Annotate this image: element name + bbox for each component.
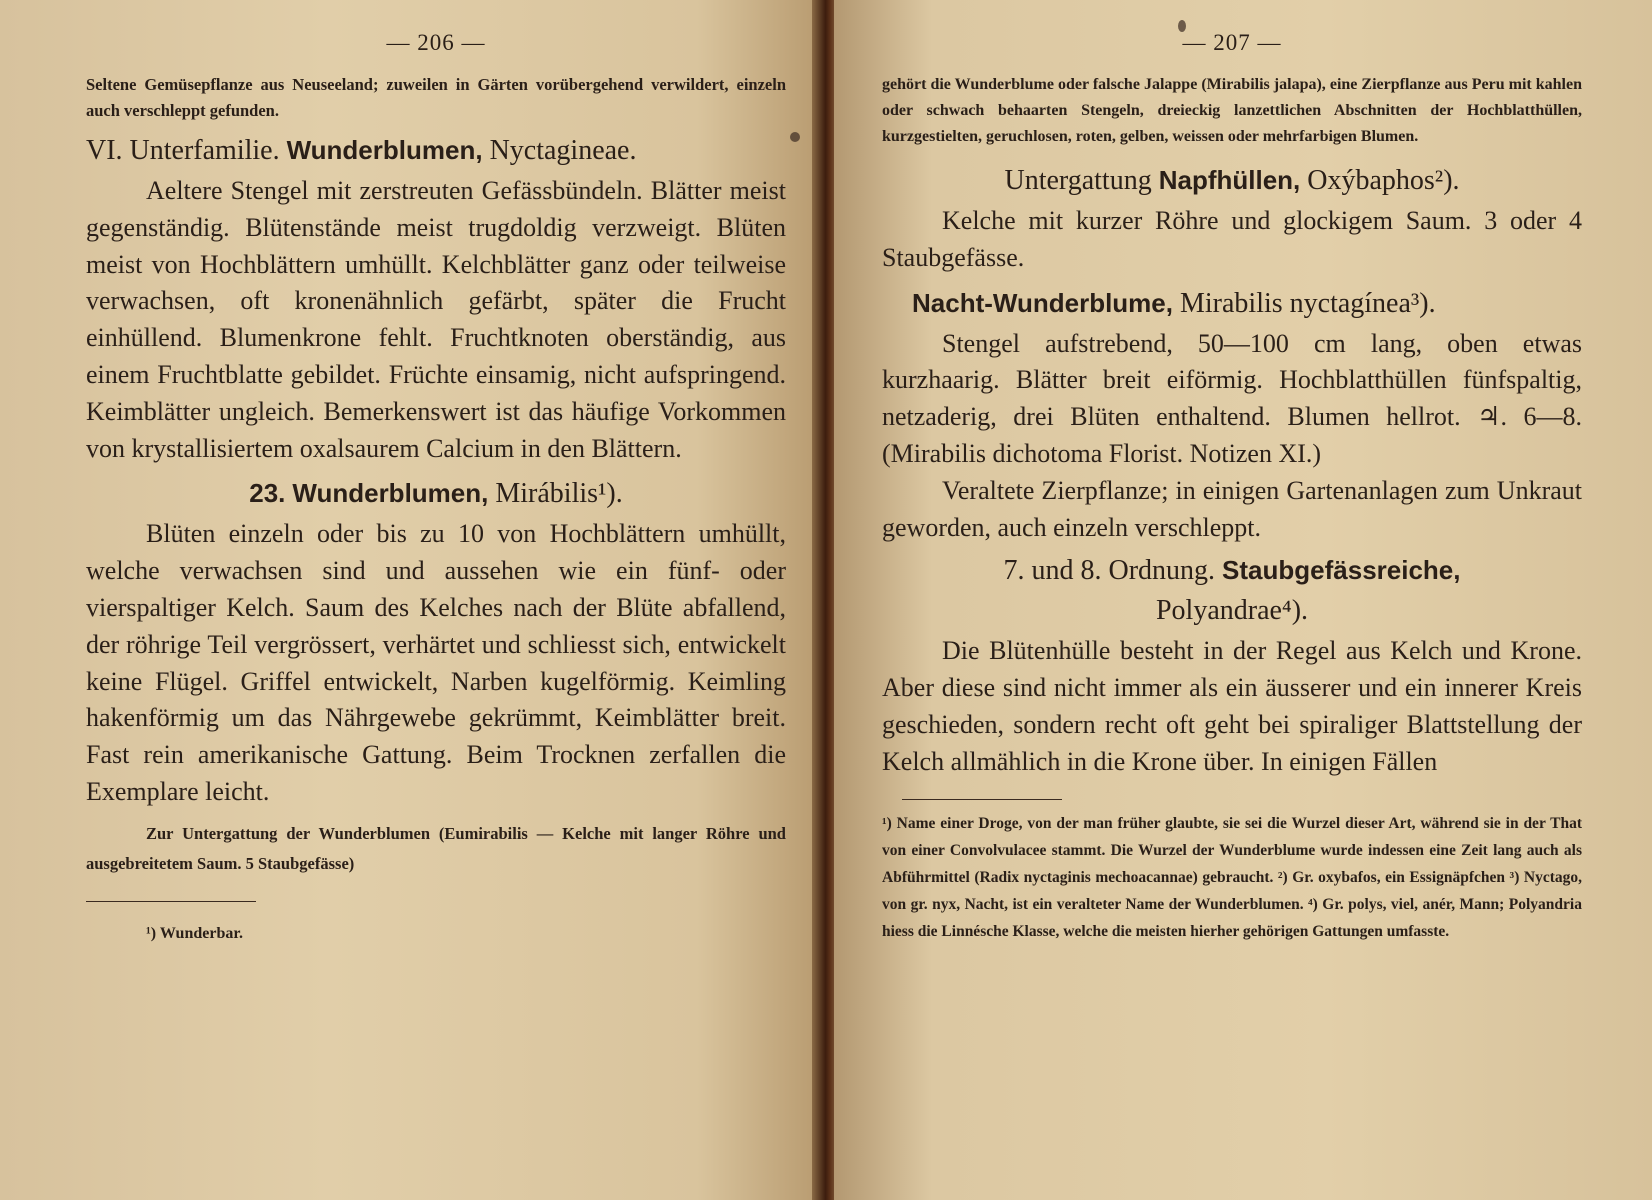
intro-note: Seltene Gemüsepflanze aus Neuseeland; zuweilen in Gärten vorübergehend verwildert, einzeln auch verschleppt gefunden. [86,75,786,120]
subfamily-latin: Nyctagineae. [489,135,637,166]
continued-note: gehört die Wunderblume oder falsche Jalappe (Mirabilis jalapa), eine Zierpflanze aus Peru mit kahlen oder schwach behaarten Stengeln, dreieckig lanzettlichen Abschnitten der Hochblatthüllen, kurzgestielten, geruchlosen, roten, gelben, weissen oder mehrfarbigen Blumen. [882,76,1582,145]
subgenus-description: Kelche mit kurzer Röhre und glockigem Saum. 3 oder 4 Staubgefässe. [882,206,1582,272]
ink-spot-top [1178,20,1186,32]
order-description: Die Blütenhülle besteht in der Regel aus Kelch und Krone. Aber diese sind nicht immer als ein äusserer und ein innerer Kreis geschieden, sondern recht oft geht bei spiraliger Blattstellung der Kelch allmählich in die Krone über. In einigen Fällen [882,636,1582,776]
subfamily-prefix: VI. Unterfamilie. [86,135,280,166]
order-latin: Polyandrae⁴). [1155,595,1309,627]
species-latin: Mirabilis nyctagínea³). [1179,287,1436,319]
species-note: Veraltete Zierpflanze; in einigen Gartenanlagen zum Unkraut geworden, auch einzeln verschleppt. [882,475,1582,542]
right-page [834,0,1652,1200]
footnote-rule-right [902,799,1062,800]
subgenus-heading [882,160,1582,201]
footnote: ¹) Wunderbar. [146,924,243,942]
order-name: Staubgefässreiche, [1222,555,1461,586]
order-prefix: 7. und 8. Ordnung. [1003,555,1216,587]
genus-latin: Mirábilis¹). [495,478,623,510]
subfamily-name: Wunderblumen, [286,135,483,165]
subgenus-name: Napfhüllen, [1158,165,1301,195]
species-description: Stengel aufstrebend, 50—100 cm lang, oben etwas kurzhaarig. Blätter breit eiförmig. Hochblatthüllen fünfspaltig, netzaderig, drei Blüten enthaltend. Blumen hellrot. ♃. 6—8. (Mirabilis dichotoma Florist. Notizen XI.) [882,328,1582,468]
left-page [0,0,820,1200]
order-latin-line [882,591,1582,631]
genus-description: Blüten einzeln oder bis zu 10 von Hochblättern umhüllt, welche verwachsen sind und aussehen wie ein fünf- oder vierspaltiger Kelch. Saum des Kelches nach der Blüte abfallend, der röhrige Teil vergrössert, verhärtet und schliesst sich, entwickelt keine Flügel. Griffel entwickelt, Narben kugelförmig. Keimling hakenförmig um das Nährgewebe gekrümmt, Keimblätter breit. Fast rein amerikanische Gattung. Beim Trocknen zerfallen die Exemplare leicht. [86,519,786,806]
subfamily-description: Aeltere Stengel mit zerstreuten Gefässbündeln. Blätter meist gegenständig. Blütenstände meist trugdoldig verzweigt. Blüten meist von Hochblättern umhüllt. Kelchblätter ganz oder teilweise verwachsen, oft kronenähnlich gefärbt, später die Frucht einhüllend. Blumenkrone fehlt. Fruchtknoten oberständig, aus einem Fruchtblatte gebildet. Früchte einsamig, nicht aufspringend. Keimblätter ungleich. Bemerkenswert ist das häufige Vorkommen von krystallisiertem oxalsaurem Calcium in den Blättern. [86,176,786,463]
left-column [86,0,786,948]
right-column [882,0,1582,945]
ink-spot [790,132,800,142]
genus-heading [86,473,786,514]
genus-number: 23. [249,478,286,509]
footnotes: ¹) Name einer Droge, von der man früher glaubte, sie sei die Wurzel dieser Art, während sie in der That von einer Convolvulacee stammt. Die Wurzel der Wunderblume wurde indessen eine Zeit lang auch als Abführmittel (Radix nyctaginis mechoacannae) gebraucht. ²) Gr. oxybafos, ein Essignäpfchen ³) Nyctago, von gr. nyx, Nacht, ist ein veralteter Name der Wunderblumen. ⁴) Gr. polys, viel, anér, Mann; Polyandria hiess die Linnésche Klasse, welche die meisten hierher gehörigen Gattungen umfasste. [882,814,1582,940]
subgenus-prefix: Untergattung [1004,165,1152,196]
order-heading [882,550,1582,591]
footnote-rule [86,901,256,902]
subgenus-latin: Oxýbaphos²). [1307,165,1460,196]
species-heading [882,283,1582,324]
subgenus-note: Zur Untergattung der Wunderblumen (Eumirabilis — Kelche mit langer Röhre und ausgebreitetem Saum. 5 Staubgefässe) [86,823,786,873]
species-name: Nacht-Wunderblume, [912,287,1173,318]
subfamily-heading [86,130,786,171]
genus-name: Wunderblumen, [292,478,489,509]
page-number-207: — 207 — [1182,30,1282,55]
page-number-206: — 206 — [386,30,486,55]
